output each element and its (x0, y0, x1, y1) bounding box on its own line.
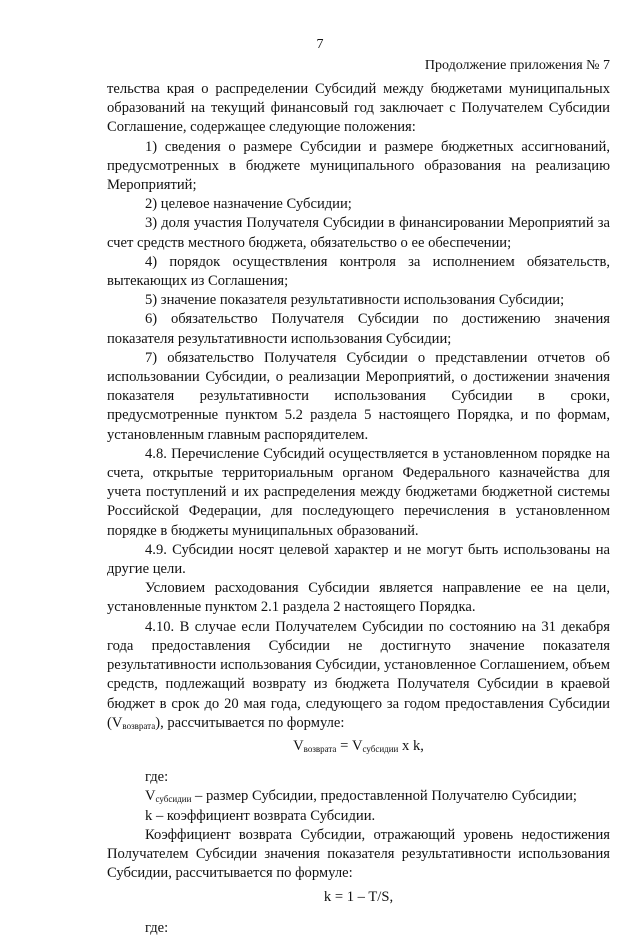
clause-4-9: 4.9. Субсидии носят целевой характер и не могут быть использованы на другие цели. (107, 541, 610, 578)
clause-4-10-sub: возврата (122, 720, 156, 731)
formula-v-symbol: V (293, 737, 304, 754)
page-number: 7 (316, 37, 324, 52)
clause-4-10 (107, 618, 610, 733)
list-item-3: 3) доля участия Получателя Субсидии в финансировании Мероприятий за счет средств местного бюджета, обязательство о ее обеспечении; (107, 215, 610, 251)
list-item-5: 5) значение показателя результативности использования Субсидии; (145, 292, 565, 309)
clause-4-10-tail: ), рассчитывается по формуле: (155, 714, 345, 731)
definition-v-sub: субсидии (155, 794, 192, 805)
spending-condition: Условием расходования Субсидии является направление ее на цели, установленные пунктом 2.1 раздела 2 настоящего Порядка. (107, 580, 610, 616)
coefficient-paragraph: Коэффициент возврата Субсидии, отражающий уровень недостижения Получателем Субсидии значения показателя результативности использования Субсидии, рассчитывается по формуле: (107, 826, 610, 882)
definition-v-symbol: V (145, 788, 156, 805)
appendix-note: Продолжение приложения № 7 (424, 58, 610, 73)
list-item-4: 4) порядок осуществления контроля за исполнением обязательств, вытекающих из Соглашения; (107, 253, 610, 290)
formula-sub-refund: возврата (303, 743, 337, 754)
list-item-2: 2) целевое назначение Субсидии; (145, 196, 352, 213)
where-label-1: где: (145, 769, 169, 786)
paragraph-continuation: тельства края о распределении Субсидий между бюджетами муниципальных образований на текущий финансовый год заключает с Получателем Субсидии Соглашение, содержащее следующие положения: (107, 81, 610, 136)
formula-equals: = V (336, 737, 363, 754)
definition-v-text: – размер Субсидии, предоставленной Получателю Субсидии; (191, 788, 577, 805)
document-body (107, 80, 610, 938)
formula-sub-subsidy: субсидии (362, 743, 399, 754)
definition-v (107, 787, 610, 806)
clause-4-10-text: 4.10. В случае если Получателем Субсидии по состоянию на 31 декабря года предоставления Субсидии не достигнуто значение показателя результативности использования Субсидии, установленное Соглашением, объем средств, подлежащий возврату из бюджета Получателя Субсидии в краевой бюджет в срок до 20 мая года, следующего за годом предоставления Субсидии (V (107, 618, 610, 731)
list-item-1: 1) сведения о размере Субсидии и размере бюджетных ассигнований, предусмотренных в бюджете муниципального образования на реализацию Мероприятий; (107, 138, 610, 194)
list-item-7: 7) обязательство Получателя Субсидии о представлении отчетов об использовании Субсидии, о реализации Мероприятий, о достижении значения показателя результативности использования Субсидии в сроки, предусмотренные пунктом 5.2 раздела 5 настоящего Порядка, и по формам, установленным главным распорядителем. (107, 349, 610, 443)
formula-tail: x k, (398, 737, 424, 754)
definition-k: k – коэффициент возврата Субсидии. (145, 807, 376, 824)
where-label-2: где: (145, 919, 169, 936)
formula-coefficient: k = 1 – T/S, (323, 889, 394, 906)
clause-4-8: 4.8. Перечисление Субсидий осуществляется в установленном порядке на счета, открытые территориальным органом Федерального казначейства для учета поступлений и их распределения между бюджетами бюджетной системы Российской Федерации, для последующего перечисления в установленном порядке в бюджеты муниципальных образований. (107, 445, 610, 539)
formula-refund (107, 737, 610, 756)
list-item-6: 6) обязательство Получателя Субсидии по достижению значения показателя результативности использования Субсидии; (107, 311, 610, 347)
